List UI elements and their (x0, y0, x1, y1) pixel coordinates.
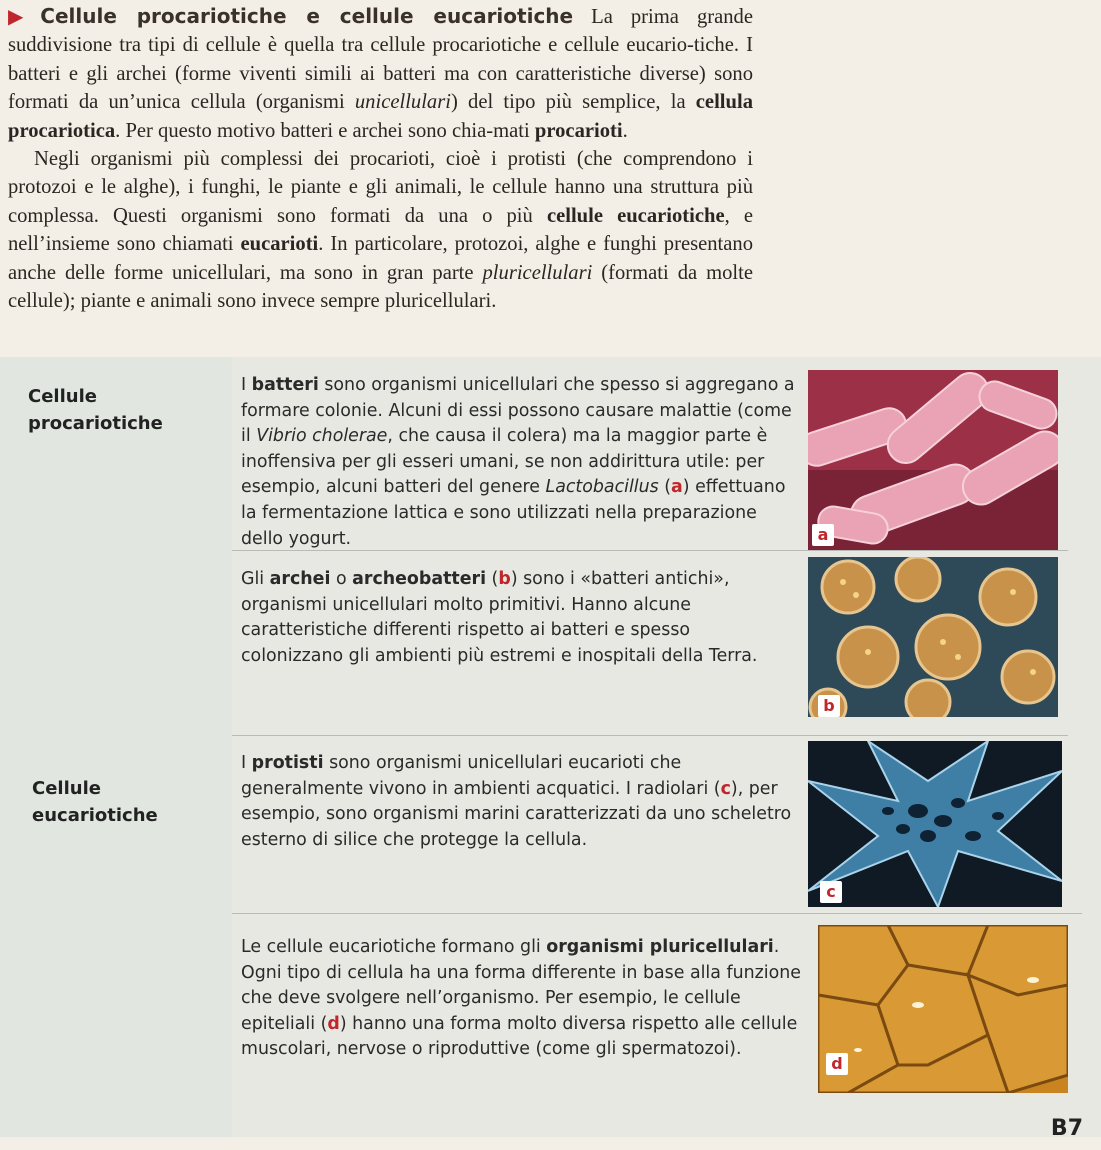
photo-letter-a: a (812, 524, 834, 546)
bullet-triangle-icon: ▶ (8, 4, 37, 28)
row-divider (232, 550, 1068, 551)
label-eucariotiche: Cellule eucariotiche (32, 778, 158, 826)
photo-letter-d: d (826, 1053, 848, 1075)
table-left-column (0, 357, 232, 1137)
row-archei-text: Gli archei o archeobatteri (b) sono i «batteri antichi», organismi unicellulari molto primitivi. Hanno alcune caratteristiche differenti rispetto ai batteri e spesso colonizzano gli ambienti più estremi e inospitali della Terra. (241, 569, 758, 666)
intro-paragraph-1: ▶ Cellule procariotiche e cellule eucariotiche La prima grande suddivisione tra tipi di cellule è quella tra cellule procariotiche e cellule eucario-tiche. I batteri e gli archei (forme viventi simili ai batteri ma con caratteristiche diverse) sono formati da un’unica cellula (organismi unicellulari) del tipo più semplice, la cellula procariotica. Per questo motivo batteri e archei sono chia-mati procarioti. (8, 4, 753, 142)
row-divider (232, 735, 1068, 736)
row-pluricellulari-text: Le cellule eucariotiche formano gli organismi pluricellulari. Ogni tipo di cellula ha una forma differente in base alla funzione che deve svolgere nell’organismo. Per esempio, le cellule epiteliali (d) hanno una forma molto diversa rispetto alle cellule muscolari, nervose o riproduttive (come gli spermatozoi). (241, 937, 801, 1060)
photo-lactobacillus (808, 370, 1058, 550)
photo-archei (808, 557, 1058, 717)
row-divider (232, 913, 1082, 914)
row-protisti-text: I protisti sono organismi unicellulari eucarioti che generalmente vivono in ambienti acquatici. I radiolari (c), per esempio, sono organismi marini caratterizzati da uno scheletro esterno di silice che protegge la cellula. (241, 753, 792, 850)
photo-letter-b: b (818, 695, 840, 717)
photo-radiolari (808, 741, 1062, 907)
section-heading: ▶ Cellule procariotiche e cellule eucariotiche (8, 4, 574, 28)
intro-text (8, 2, 753, 315)
intro-paragraph-2: Negli organismi più complessi dei procarioti, cioè i protisti (che comprendono i protozoi e le alghe), i funghi, le piante e gli animali, le cellule hanno una struttura più complessa. Questi organismi sono formati da una o più cellule eucariotiche, e nell’insieme sono chiamati eucarioti. In particolare, protozoi, alghe e funghi presentano anche delle forme unicellulari, ma sono in gran parte pluricellulari (formati da molte cellule); piante e animali sono invece sempre pluricellulari. (8, 148, 754, 313)
photo-cellule-epiteliali (818, 925, 1068, 1093)
cell-types-table (0, 357, 1101, 1137)
label-procariotiche: Cellule procariotiche (28, 386, 163, 434)
page-number: B7 (1050, 1116, 1083, 1141)
photo-letter-c: c (820, 881, 842, 903)
row-batteri-text: I batteri sono organismi unicellulari che spesso si aggregano a formare colonie. Alcuni di essi possono causare malattie (come il Vibrio cholerae, che causa il colera) ma la maggior parte è inoffensiva per gli esseri umani, se non addirittura utile: per esempio, alcuni batteri del genere Lactobacillus (a) effettuano la fermentazione lattica e sono utilizzati nella preparazione dello yogurt. (241, 375, 795, 549)
